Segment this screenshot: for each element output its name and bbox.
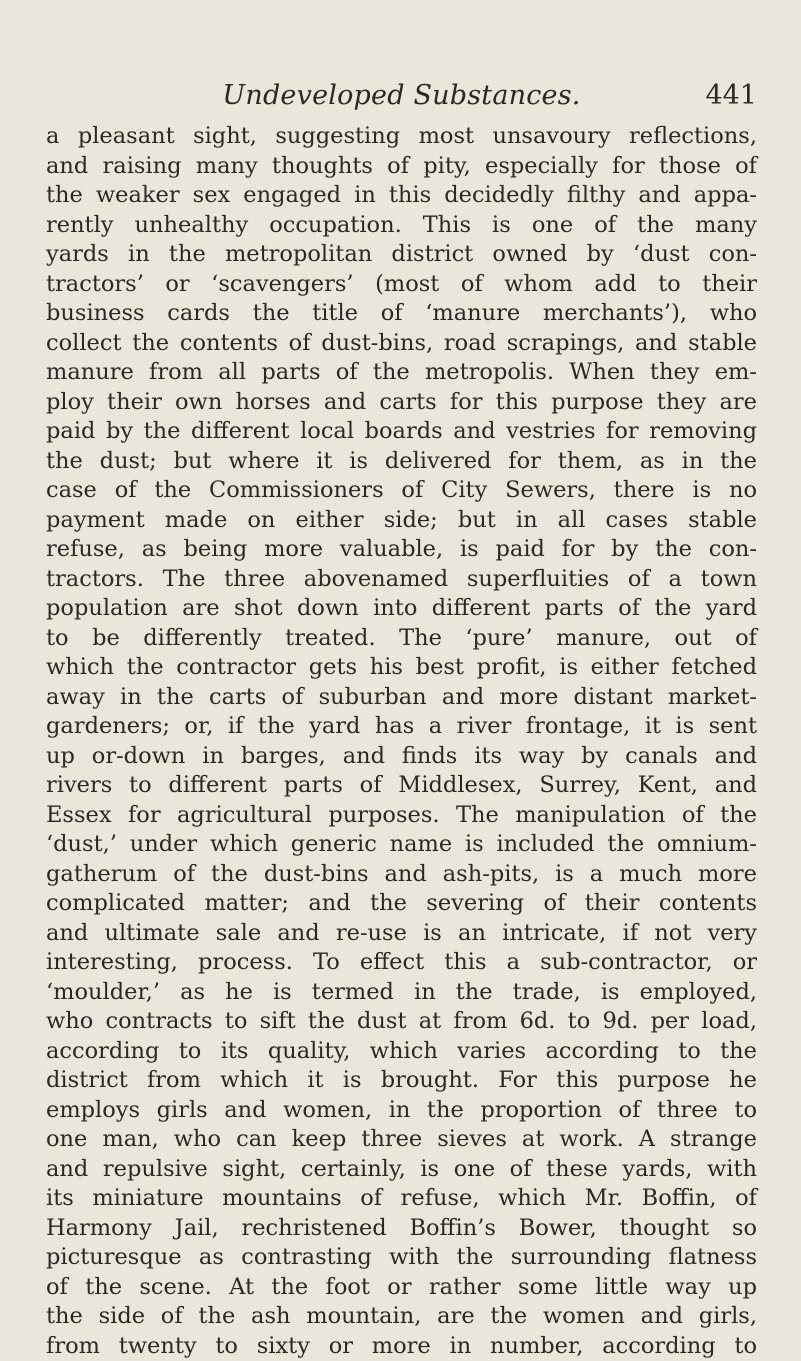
- text-line: ‘dust,’ under which generic name is included the omnium-: [46, 830, 757, 860]
- text-line: its miniature mountains of refuse, which Mr. Boffin, of: [46, 1184, 757, 1214]
- text-line: picturesque as contrasting with the surrounding flatness: [46, 1243, 757, 1273]
- text-line: to be differently treated. The ‘pure’ manure, out of: [46, 624, 757, 654]
- text-line: of the scene. At the foot or rather some little way up: [46, 1273, 757, 1303]
- text-line: ploy their own horses and carts for this purpose they are: [46, 388, 757, 418]
- text-line: business cards the title of ‘manure merchants’), who: [46, 299, 757, 329]
- text-line: manure from all parts of the metropolis. When they em-: [46, 358, 757, 388]
- text-line: district from which it is brought. For this purpose he: [46, 1066, 757, 1096]
- text-line: one man, who can keep three sieves at work. A strange: [46, 1125, 757, 1155]
- text-line: collect the contents of dust-bins, road scrapings, and stable: [46, 329, 757, 359]
- text-line: paid by the different local boards and vestries for removing: [46, 417, 757, 447]
- text-line: yards in the metropolitan district owned by ‘dust con-: [46, 240, 757, 270]
- text-line: case of the Commissioners of City Sewers, there is no: [46, 476, 757, 506]
- page-number: 441: [705, 80, 757, 111]
- text-line: tractors. The three abovenamed superfluities of a town: [46, 565, 757, 595]
- text-line: and raising many thoughts of pity, especially for those of: [46, 152, 757, 182]
- text-line: from twenty to sixty or more in number, according to: [46, 1332, 757, 1361]
- text-line: population are shot down into different parts of the yard: [46, 594, 757, 624]
- text-line: Harmony Jail, rechristened Boffin’s Bower, thought so: [46, 1214, 757, 1244]
- body-text: [46, 122, 757, 1361]
- text-line: according to its quality, which varies according to the: [46, 1037, 757, 1067]
- text-line: tractors’ or ‘scavengers’ (most of whom add to their: [46, 270, 757, 300]
- text-line: ‘moulder,’ as he is termed in the trade, is employed,: [46, 978, 757, 1008]
- page-header: [46, 80, 757, 120]
- text-line: the dust; but where it is delivered for them, as in the: [46, 447, 757, 477]
- text-line: gardeners; or, if the yard has a river frontage, it is sent: [46, 712, 757, 742]
- text-line: rently unhealthy occupation. This is one of the many: [46, 211, 757, 241]
- text-line: Essex for agricultural purposes. The manipulation of the: [46, 801, 757, 831]
- text-line: and repulsive sight, certainly, is one of these yards, with: [46, 1155, 757, 1185]
- text-line: payment made on either side; but in all cases stable: [46, 506, 757, 536]
- text-line: who contracts to sift the dust at from 6d. to 9d. per load,: [46, 1007, 757, 1037]
- text-line: the side of the ash mountain, are the women and girls,: [46, 1302, 757, 1332]
- text-line: gatherum of the dust-bins and ash-pits, is a much more: [46, 860, 757, 890]
- text-line: interesting, process. To effect this a sub-contractor, or: [46, 948, 757, 978]
- text-line: complicated matter; and the severing of their contents: [46, 889, 757, 919]
- running-title: Undeveloped Substances.: [46, 80, 757, 111]
- text-line: which the contractor gets his best profit, is either fetched: [46, 653, 757, 683]
- text-line: up or-down in barges, and finds its way by canals and: [46, 742, 757, 772]
- text-line: rivers to different parts of Middlesex, Surrey, Kent, and: [46, 771, 757, 801]
- text-line: and ultimate sale and re-use is an intricate, if not very: [46, 919, 757, 949]
- text-line: the weaker sex engaged in this decidedly filthy and appa-: [46, 181, 757, 211]
- text-line: away in the carts of suburban and more distant market-: [46, 683, 757, 713]
- text-line: refuse, as being more valuable, is paid for by the con-: [46, 535, 757, 565]
- text-line: employs girls and women, in the proportion of three to: [46, 1096, 757, 1126]
- text-line: a pleasant sight, suggesting most unsavoury reflections,: [46, 122, 757, 152]
